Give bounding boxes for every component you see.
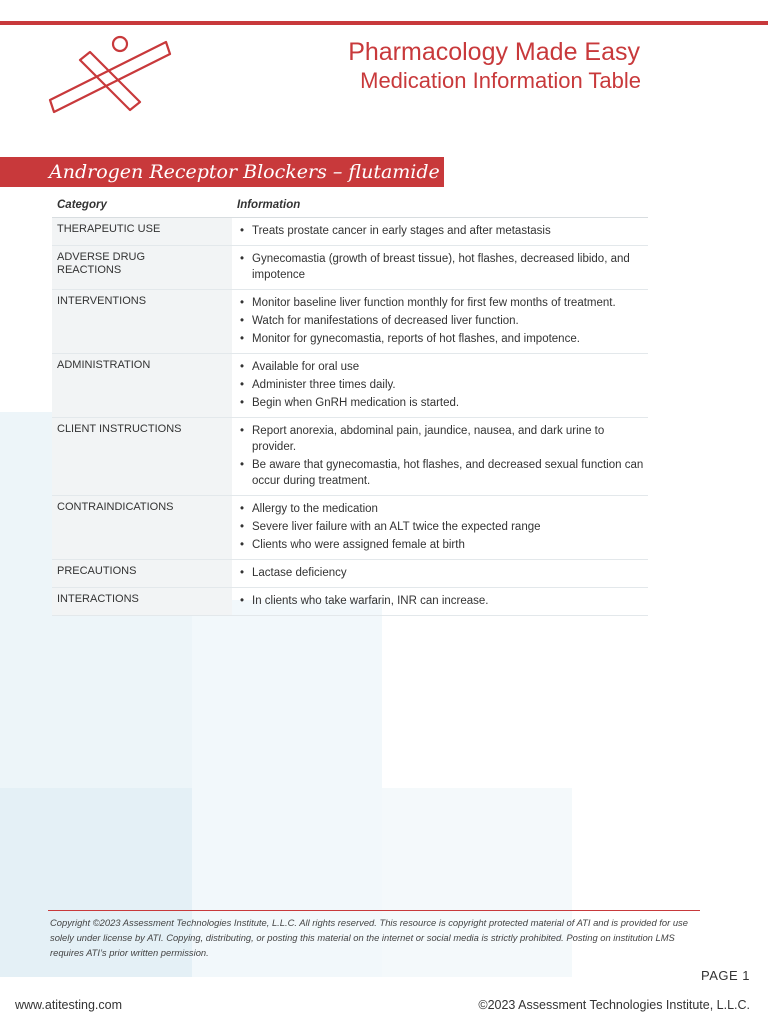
table-header-row [52,195,648,218]
category-cell: CLIENT INSTRUCTIONS [52,418,232,496]
information-cell [232,496,648,560]
document-title: Pharmacology Made Easy [348,38,640,66]
column-header-category: Category [52,195,232,218]
information-item: • Monitor baseline liver function monthly for first few months of treatment. [237,295,644,311]
category-label: ADVERSE DRUG REACTIONS [57,251,146,276]
information-item: • Be aware that gynecomastia, hot flashes, and decreased sexual function can occur during treatment. [237,457,644,489]
top-rule [0,21,768,25]
information-item: • Monitor for gynecomastia, reports of hot flashes, and impotence. [237,331,644,347]
medication-info-table [52,195,648,616]
information-cell [232,560,648,588]
category-cell: CONTRAINDICATIONS [52,496,232,560]
category-cell: INTERVENTIONS [52,290,232,354]
information-item: • Severe liver failure with an ALT twice the expected range [237,519,644,535]
table-row [52,218,648,246]
category-cell: ADMINISTRATION [52,354,232,418]
information-cell [232,354,648,418]
information-cell [232,246,648,290]
information-cell [232,588,648,616]
section-banner-title: Androgen Receptor Blockers – flutamide [49,161,440,183]
table-row [52,560,648,588]
website-link[interactable]: www.atitesting.com [15,998,122,1012]
information-item: • Clients who were assigned female at birth [237,537,644,553]
table-row [52,246,648,290]
copyright-notice: Copyright ©2023 Assessment Technologies Institute, L.L.C. All rights reserved. This resource is copyright protected material of ATI and is provided for use solely under license by ATI. Copying, distributing, or posting this material on the internet or social media is strictly prohibited. Posting on institution LMS requires ATI’s prior written permission. [50,917,688,958]
column-header-information: Information [232,195,648,218]
table-row [52,588,648,616]
information-item: • Watch for manifestations of decreased liver function. [237,313,644,329]
category-cell: THERAPEUTIC USE [52,218,232,246]
information-cell [232,418,648,496]
table-row [52,496,648,560]
table-row [52,354,648,418]
information-cell [232,218,648,246]
information-item: • Administer three times daily. [237,377,644,393]
document-subtitle: Medication Information Table [360,68,641,93]
information-item: • Treats prostate cancer in early stages and after metastasis [237,223,644,239]
information-cell [232,290,648,354]
information-item: • In clients who take warfarin, INR can increase. [237,593,644,609]
information-item: • Report anorexia, abdominal pain, jaundice, nausea, and dark urine to provider. [237,423,644,455]
category-cell: PRECAUTIONS [52,560,232,588]
information-item: • Gynecomastia (growth of breast tissue), hot flashes, decreased libido, and impotence [237,251,644,283]
footer-rule [48,910,700,911]
category-cell: INTERACTIONS [52,588,232,616]
information-item: • Allergy to the medication [237,501,644,517]
ati-logo-icon [44,32,174,122]
information-item: • Begin when GnRH medication is started. [237,395,644,411]
table-row [52,290,648,354]
footer-company: ©2023 Assessment Technologies Institute, L.L.C. [478,998,750,1012]
page-number: PAGE 1 [700,968,750,983]
information-item: • Available for oral use [237,359,644,375]
category-cell [52,246,232,290]
table-row [52,418,648,496]
information-item: • Lactase deficiency [237,565,644,581]
